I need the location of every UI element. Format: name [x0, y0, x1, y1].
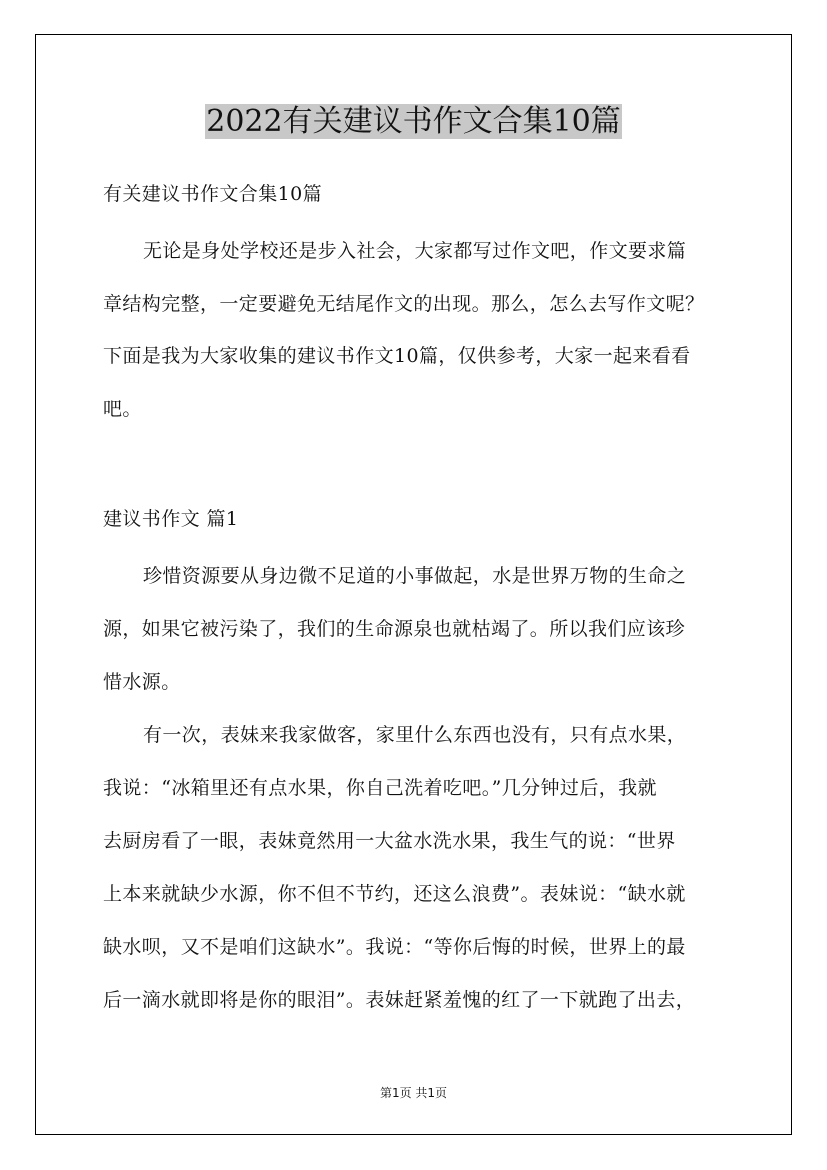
intro-line-3: 下面是我为大家收集的建议书作文10篇，仅供参考，大家一起来看看 [103, 345, 691, 367]
document-subtitle: 有关建议书作文合集10篇 [103, 183, 322, 205]
para1-line-1: 珍惜资源要从身边微不足道的小事做起，水是世界万物的生命之 [143, 565, 687, 587]
para2-line-3: 去厨房看了一眼，表妹竟然用一大盆水洗水果，我生气的说：“世界 [103, 830, 676, 852]
section-heading: 建议书作文 篇1 [103, 508, 239, 530]
intro-line-1: 无论是身处学校还是步入社会，大家都写过作文吧，作文要求篇 [143, 240, 687, 262]
para1-line-3: 惜水源。 [103, 671, 181, 693]
document-title [0, 101, 827, 143]
para2-line-1: 有一次，表妹来我家做客，家里什么东西也没有，只有点水果， [143, 724, 687, 746]
para2-line-4: 上本来就缺少水源，你不但不节约，还这么浪费”。表妹说：“缺水就 [103, 883, 686, 905]
para2-line-2: 我说：“冰箱里还有点水果，你自己洗着吃吧。”几分钟过后，我就 [103, 777, 657, 799]
intro-line-2: 章结构完整，一定要避免无结尾作文的出现。那么，怎么去写作文呢？ [103, 293, 705, 315]
para2-line-5: 缺水呗，又不是咱们这缺水”。我说：“等你后悔的时候，世界上的最 [103, 936, 686, 958]
para1-line-2: 源，如果它被污染了，我们的生命源泉也就枯竭了。所以我们应该珍 [103, 618, 686, 640]
document-title-text: 2022有关建议书作文合集10篇 [206, 104, 621, 139]
para2-line-6: 后一滴水就即将是你的眼泪”。表妹赶紧羞愧的红了一下就跑了出去， [103, 989, 696, 1011]
intro-line-4: 吧。 [103, 398, 142, 420]
page-footer: 第1页 共1页 [379, 1086, 448, 1100]
